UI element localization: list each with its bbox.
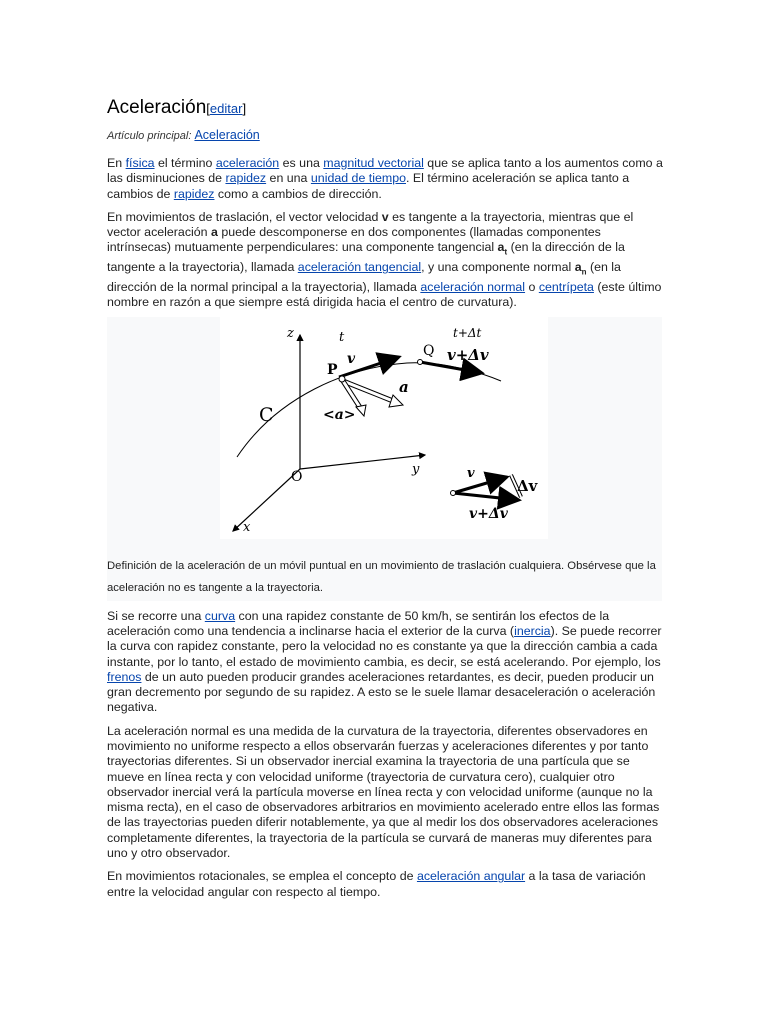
link-magnitud-vectorial[interactable]: magnitud vectorial <box>323 156 424 170</box>
link-curva[interactable]: curva <box>204 608 236 623</box>
label-v: v <box>347 350 356 367</box>
label-inset-dv: Δv <box>517 476 538 495</box>
paragraph-rotacional: En movimientos rotacionales, se emplea el concepto de aceleración angular a la tasa de variación entre la velocidad angular con respecto al tiempo. <box>107 869 646 899</box>
link-aceleracion[interactable]: aceleración <box>215 156 280 170</box>
article-section <box>107 96 663 900</box>
paragraph-normal: La aceleración normal es una medida de la curvatura de la trayectoria, diferentes observadores en movimiento no uniforme respecto a ellos observarán fuerzas y aceleraciones diferentes y por tanto trayectorias diferentes. Si un observador inercial examina la trayectoria de una partícula que se mueve en línea recta y con velocidad uniforme (trayectoria de curvatura cero), cualquier otro observador inercial verá la partícula moverse en línea recta y con velocidad uniforme (aunque no la misma recta), en el caso de observadores arbitrarios en movimiento acelerado entre ellos las formas de las trayectorias pueden diferir notablemente, ya que al medir los dos observadores aceleraciones completamente diferentes, la trayectoria de la partícula se curvará de maneras muy diferentes para uno y otro observador. <box>107 723 660 861</box>
section-heading <box>107 96 663 121</box>
label-c: C <box>259 403 274 426</box>
label-t-plus-dt: t+Δt <box>453 325 482 340</box>
section-title: Aceleración <box>107 97 207 118</box>
main-article-note <box>107 127 663 144</box>
point-p <box>339 376 345 382</box>
main-article-link[interactable]: Aceleración <box>194 128 260 142</box>
label-q: Q <box>423 342 435 359</box>
acceleration-diagram <box>107 317 662 551</box>
paragraph-intro: En física el término aceleración es una magnitud vectorial que se aplica tanto a los aumentos como a las disminuciones de rapidez en una unidad de tiempo. El término aceleración se aplica tanto a cambios de rapidez como a cambios de dirección. <box>107 156 663 201</box>
acceleration-figure <box>107 317 662 601</box>
label-o: O <box>291 468 303 485</box>
label-y: y <box>412 461 420 477</box>
label-average-a: <a> <box>323 406 356 423</box>
label-a: a <box>399 377 409 396</box>
link-aceleracion-normal[interactable]: aceleración normal <box>420 280 526 295</box>
link-inercia[interactable]: inercia <box>514 623 551 638</box>
paragraph-traslacion: En movimientos de traslación, el vector velocidad v es tangente a la trayectoria, mientras que el vector aceleración a puede descomponerse en dos componentes (llamadas componentes intrínsecas) mutuamente perpendiculares: una componente tangencial $a_t$ (en la dirección de la tangente a la trayectoria), llamada aceleración tangencial, y una componente normal $a_n$ (en la dirección de la normal principal a la trayectoria), llamada aceleración normal o centrípeta (este último nombre en razón a que siempre está dirigida hacia el centro de curvatura). <box>107 209 662 310</box>
label-p: P <box>327 361 338 378</box>
link-centripeta[interactable]: centrípeta <box>538 280 594 295</box>
paragraph-curva: Si se recorre una curva con una rapidez constante de 50 km/h, se sentirán los efectos de la aceleración como una tendencia a inclinarse hacia el exterior de la curva (inercia). Se puede recorrer la curva con rapidez constante, pero la velocidad no es constante ya que la dirección cambia a cada instante, por lo tanto, el estado de movimiento cambia, es decir, se está acelerando. Por ejemplo, los frenos de un auto pueden producir grandes aceleraciones retardantes, es decir, pueden producir un gran decremento por segundo de su rapidez. A esto se le suele llamar desaceleración o aceleración negativa. <box>107 608 662 715</box>
label-x: x <box>243 519 251 535</box>
link-fisica[interactable]: física <box>125 156 155 170</box>
label-inset-v-plus-dv: v+Δv <box>469 505 508 522</box>
figure-caption: Definición de la aceleración de un móvil puntual en un movimiento de traslación cualquiera. Obsérvese que la aceleración no es tangente a la trayectoria. <box>107 559 656 594</box>
link-rapidez[interactable]: rapidez <box>225 171 267 186</box>
link-aceleracion-angular[interactable]: aceleración angular <box>416 869 526 884</box>
label-inset-v: v <box>467 465 475 481</box>
link-aceleracion-tangencial[interactable]: aceleración tangencial <box>297 260 422 275</box>
link-rapidez-2[interactable]: rapidez <box>173 186 215 201</box>
figure-image <box>107 317 662 551</box>
link-unidad-de-tiempo[interactable]: unidad de tiempo <box>310 171 406 186</box>
link-frenos[interactable]: frenos <box>107 669 142 684</box>
label-t: t <box>339 329 345 345</box>
hatnote-prefix: Artículo principal: <box>107 130 192 142</box>
label-v-plus-dv: v+Δv <box>447 345 489 364</box>
point-q <box>418 359 423 364</box>
edit-link[interactable]: editar <box>209 101 243 116</box>
label-z: z <box>287 325 294 341</box>
edit-section: [editar] <box>206 101 247 116</box>
